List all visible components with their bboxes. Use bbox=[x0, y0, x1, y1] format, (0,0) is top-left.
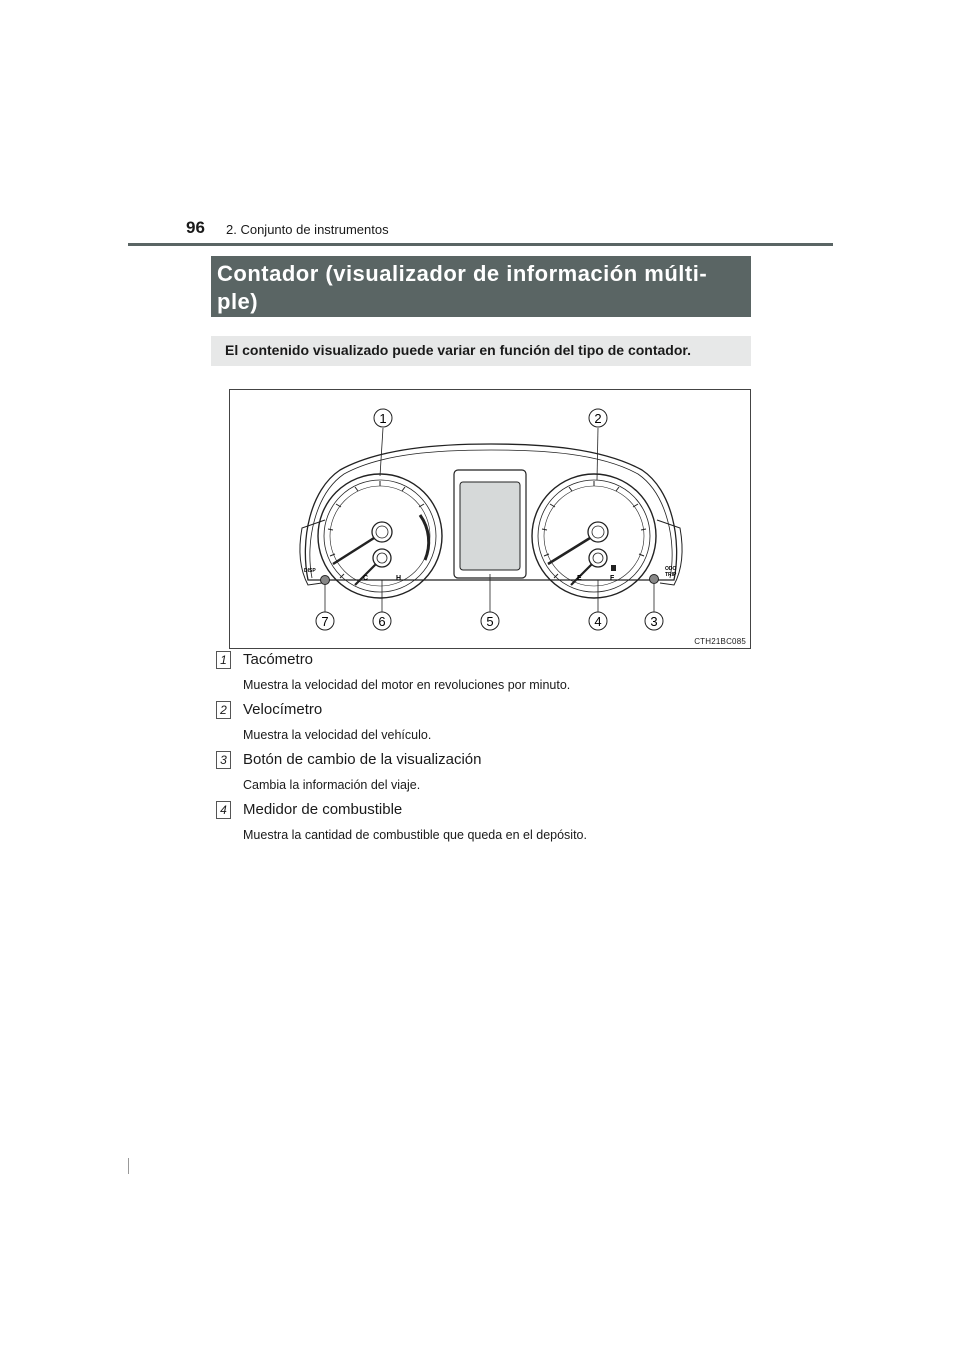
callout-3: 3 bbox=[650, 614, 658, 629]
item-description: Muestra la velocidad del vehículo. bbox=[243, 728, 432, 742]
header-rule bbox=[128, 243, 833, 246]
callout-1: 1 bbox=[379, 411, 387, 426]
item-number: 4 bbox=[216, 801, 231, 819]
item-title: Tacómetro bbox=[243, 651, 314, 668]
item-title: Velocímetro bbox=[243, 701, 323, 718]
item-number: 2 bbox=[216, 701, 231, 719]
item-description: Cambia la información del viaje. bbox=[243, 778, 421, 792]
figure-code: CTH21BC085 bbox=[694, 637, 746, 646]
temp-hot-label: H bbox=[396, 575, 402, 582]
page-number: 96 bbox=[186, 218, 205, 237]
item-number: 1 bbox=[216, 651, 231, 669]
section-title: Contador (visualizador de información múlti-ple) bbox=[211, 256, 751, 317]
item-title: Botón de cambio de la visualización bbox=[243, 751, 482, 768]
multi-information-display bbox=[454, 470, 526, 578]
item-title: Medidor de combustible bbox=[243, 801, 403, 818]
callout-7: 7 bbox=[321, 614, 329, 629]
legend-item-fuel-gauge bbox=[216, 800, 756, 850]
odo-trip-button bbox=[650, 575, 659, 584]
fuel-empty-label: E bbox=[577, 575, 582, 582]
trip-label: TRIP bbox=[665, 572, 677, 578]
legend-list bbox=[216, 650, 756, 850]
fuel-full-label: F bbox=[610, 575, 615, 582]
page-header bbox=[128, 214, 833, 248]
callout-5: 5 bbox=[486, 614, 494, 629]
info-note: El contenido visualizado puede variar en función del tipo de contador. bbox=[211, 336, 751, 366]
chapter-title: 2. Conjunto de instrumentos bbox=[226, 222, 389, 237]
margin-mark bbox=[128, 1158, 129, 1174]
instrument-cluster-figure bbox=[229, 389, 751, 649]
callout-6: 6 bbox=[378, 614, 386, 629]
temp-cold-label: C bbox=[363, 575, 369, 582]
callout-2: 2 bbox=[594, 411, 602, 426]
callout-4: 4 bbox=[594, 614, 602, 629]
legend-item-tachometer bbox=[216, 650, 756, 700]
fuel-pump-icon bbox=[611, 565, 616, 571]
item-description: Muestra la velocidad del motor en revoluciones por minuto. bbox=[243, 678, 571, 692]
disp-label: DISP bbox=[304, 568, 316, 574]
disp-button bbox=[321, 576, 330, 585]
instrument-cluster-illustration bbox=[230, 390, 752, 650]
item-description: Muestra la cantidad de combustible que queda en el depósito. bbox=[243, 828, 587, 842]
item-number: 3 bbox=[216, 751, 231, 769]
odo-label: ODO bbox=[665, 566, 677, 572]
legend-item-speedometer bbox=[216, 700, 756, 750]
legend-item-display-button bbox=[216, 750, 756, 800]
